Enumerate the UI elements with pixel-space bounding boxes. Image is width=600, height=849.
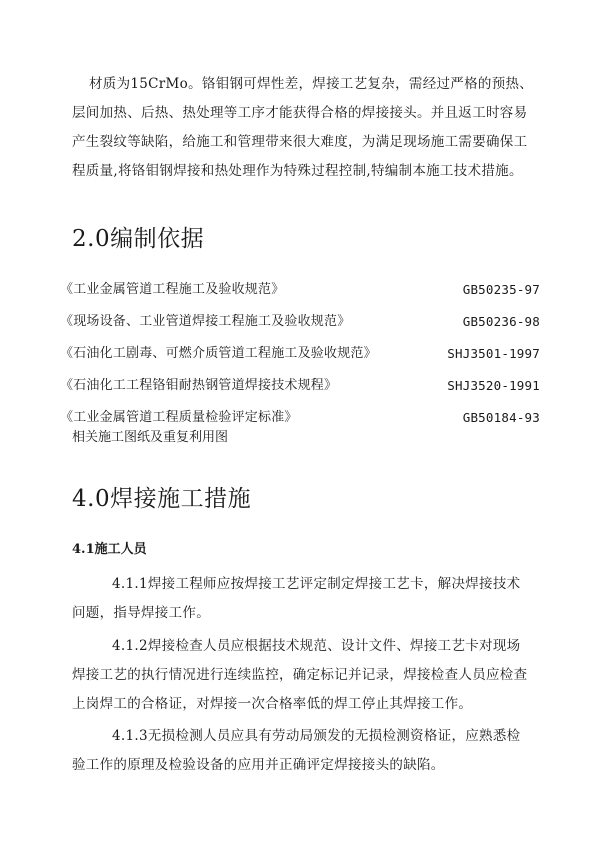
reference-code: SHJ3501-1997	[447, 346, 540, 361]
section-heading-basis: 2.0编制依据	[72, 226, 205, 252]
reference-code: GB50235-97	[462, 282, 540, 297]
reference-title: 《工业金属管道工程质量检验评定标准》	[60, 410, 298, 425]
reference-code: GB50236-98	[462, 314, 540, 329]
clause-paragraph: 4.1.3无损检测人员应具有劳动局颁发的无损检测资格证，应熟悉检验工作的原理及检验设备的应用并正确评定焊接接头的缺陷。	[72, 728, 521, 773]
intro-paragraph: 材质为15CrMo。铬钼钢可焊性差，焊接工艺复杂，需经过严格的预热、层间加热、后热、热处理等工序才能获得合格的焊接接头。并且返工时容易产生裂纹等缺陷，给施工和管理带来很大难度，为满足现场施工需要确保工程质量,将铬钼钢焊接和热处理作为特殊过程控制,特编制本施工技术措施。	[72, 76, 534, 179]
reference-item	[60, 306, 540, 338]
reference-title: 《石油化工剧毒、可燃介质管道工程施工及验收规范》	[60, 346, 377, 361]
reference-code: GB50184-93	[462, 410, 540, 425]
subsection-heading-personnel: 4.1施工人员	[72, 542, 147, 557]
reference-title: 《石油化工工程铬钼耐热钢管道焊接技术规程》	[60, 378, 338, 393]
reference-list	[60, 274, 540, 434]
reference-extra: 相关施工图纸及重复利用图	[72, 430, 229, 445]
reference-item	[60, 338, 540, 370]
reference-item	[60, 370, 540, 402]
reference-item	[60, 274, 540, 306]
section-heading-measures: 4.0焊接施工措施	[72, 486, 252, 512]
clause-paragraph: 4.1.2焊接检查人员应根据技术规范、设计文件、焊接工艺卡对现场焊接工艺的执行情况进行连续监控，确定标记并记录，焊接检查人员应检查上岗焊工的合格证，对焊接一次合格率低的焊工停止其焊接工作。	[72, 638, 528, 712]
reference-title: 《现场设备、工业管道焊接工程施工及验收规范》	[60, 314, 351, 329]
clause-paragraph: 4.1.1焊接工程师应按焊接工艺评定制定焊接工艺卡，解决焊接技术问题，指导焊接工作。	[72, 576, 521, 621]
reference-code: SHJ3520-1991	[447, 378, 540, 393]
reference-title: 《工业金属管道工程施工及验收规范》	[60, 282, 285, 297]
